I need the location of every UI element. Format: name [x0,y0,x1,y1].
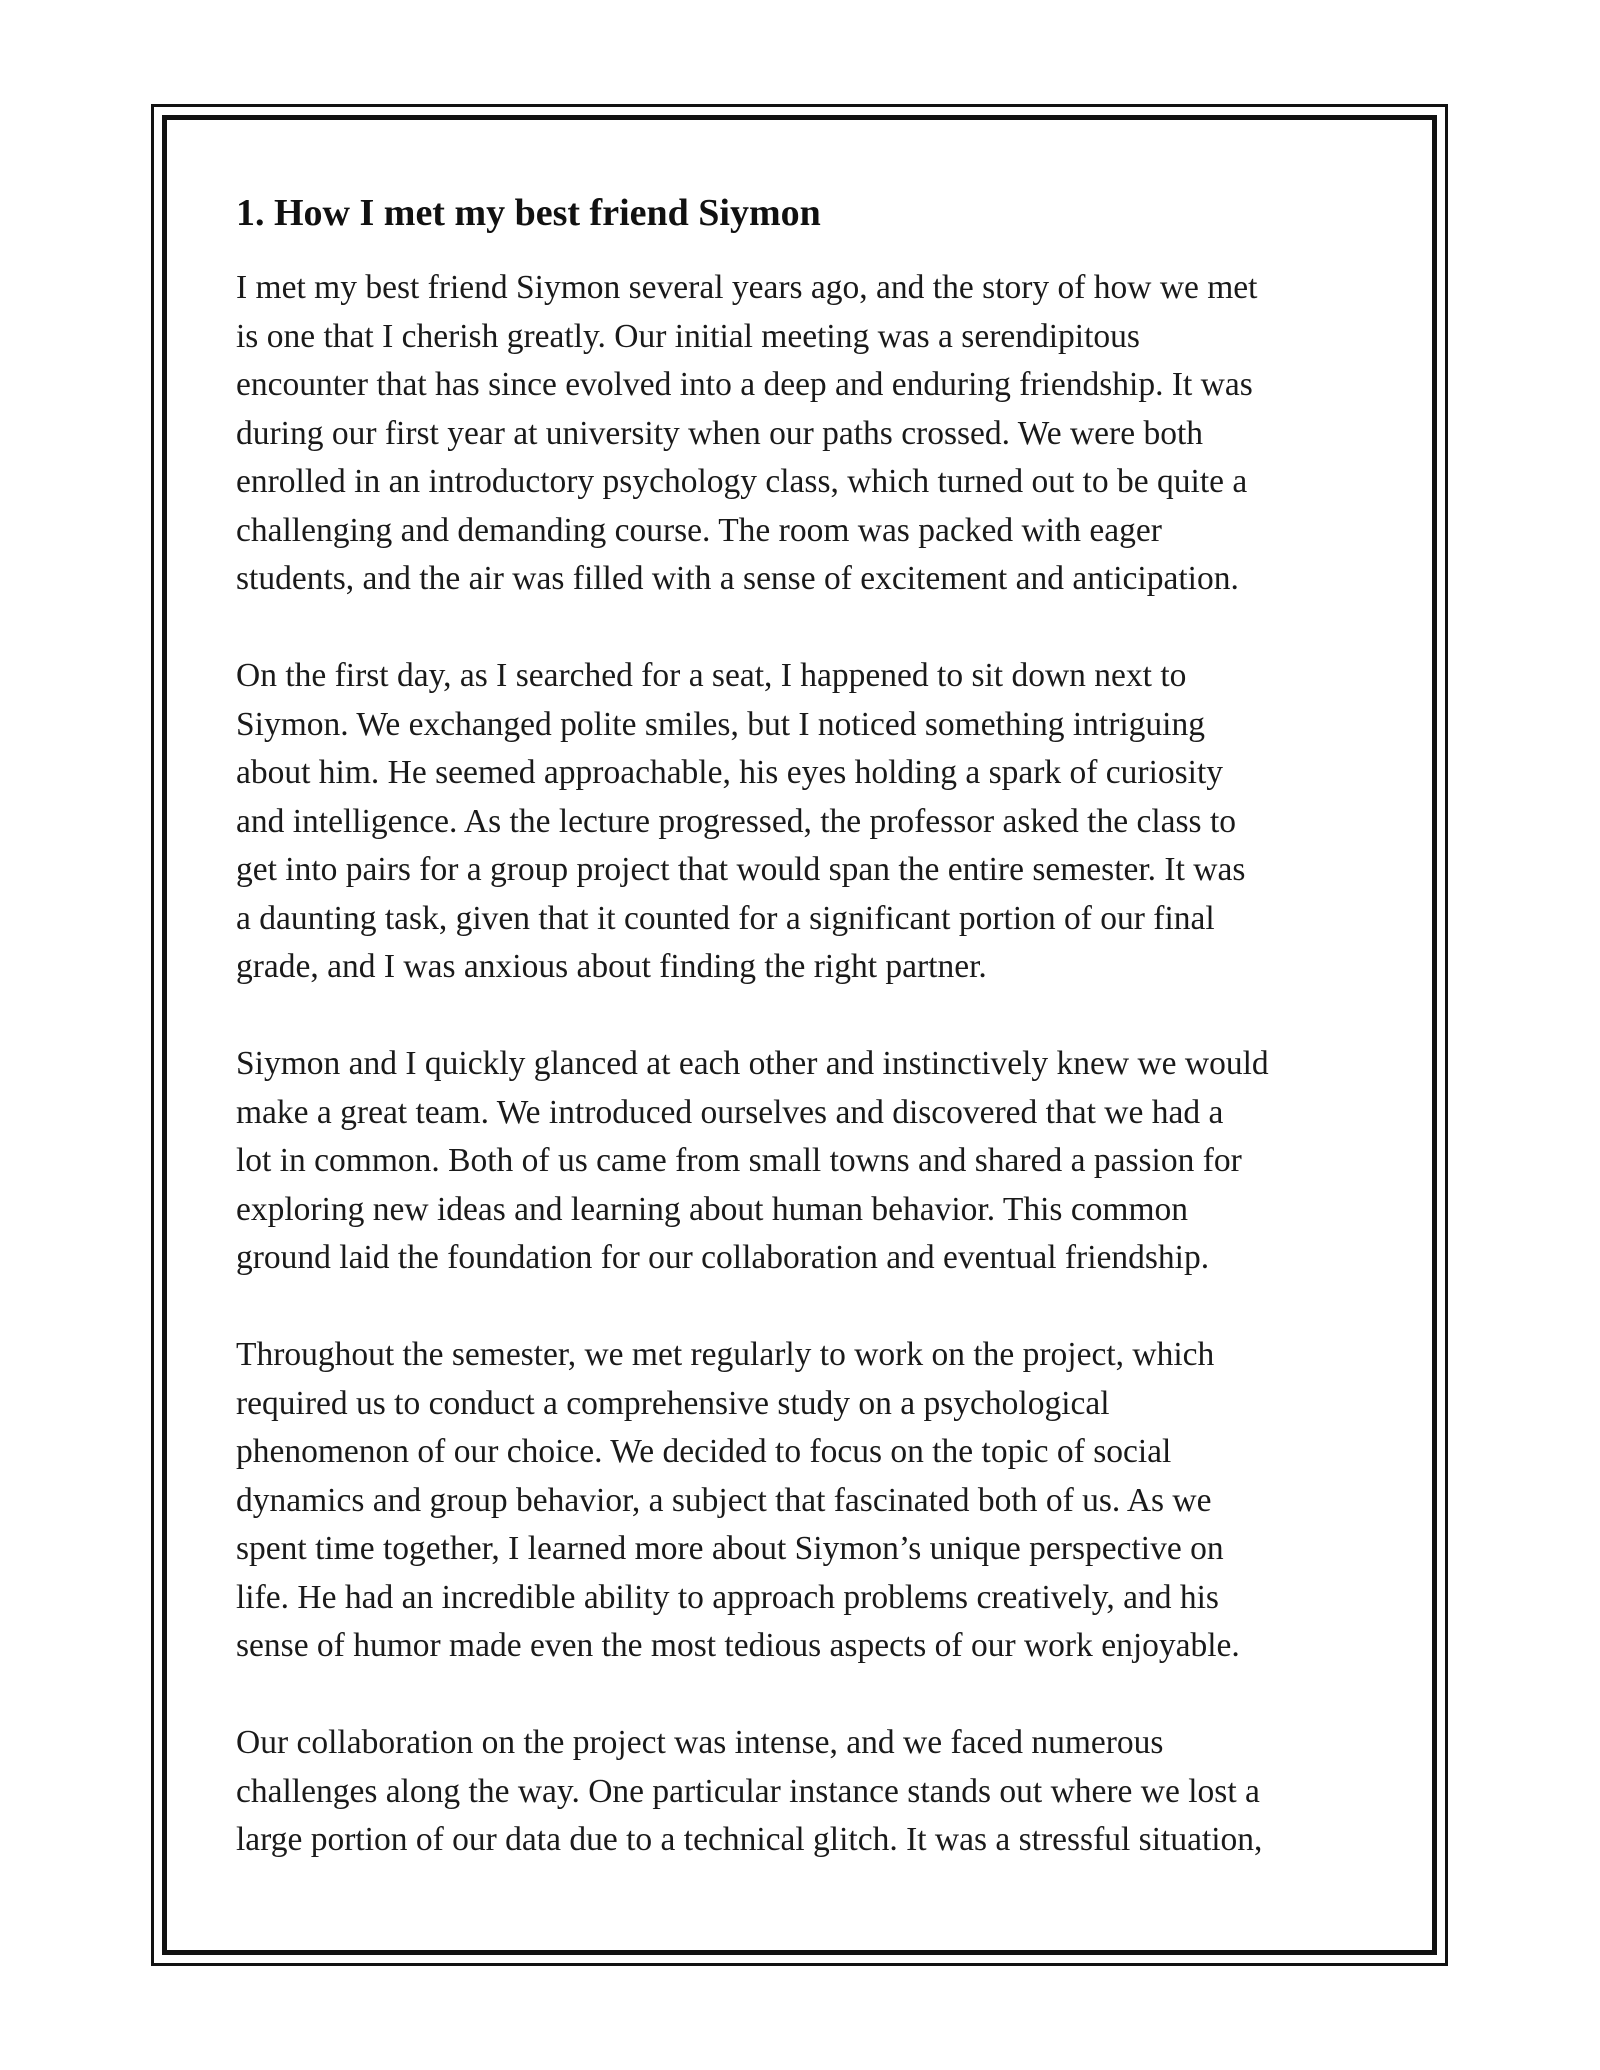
text-line: is one that I cherish greatly. Our initial meeting was a serendipitous [236,317,1140,355]
text-line: Our collaboration on the project was intense, and we faced numerous [236,1724,1164,1761]
text-line: a daunting task, given that it counted for a significant portion of our final [236,899,1215,937]
text-line: about him. He seemed approachable, his eyes holding a spark of curiosity [236,754,1224,791]
text-line: phenomenon of our choice. We decided to focus on the topic of social [236,1433,1172,1470]
text-line: get into pairs for a group project that would span the entire semester. It was [236,851,1246,888]
paragraph-5 [236,1719,1376,1865]
text-line: On the first day, as I searched for a seat, I happened to sit down next to [236,657,1187,694]
paragraph-2 [236,652,1376,992]
text-line: Siymon and I quickly glanced at each other and instinctively knew we would [236,1045,1269,1082]
text-line: encounter that has since evolved into a deep and enduring friendship. It was [236,366,1253,403]
text-line: students, and the air was filled with a sense of excitement and anticipation. [236,560,1239,597]
text-line: Siymon. We exchanged polite smiles, but I noticed something intriguing [236,705,1205,743]
text-line: Throughout the semester, we met regularly to work on the project, which [236,1336,1215,1373]
text-line: spent time together, I learned more about Siymon’s unique perspective on [236,1530,1224,1567]
document-body [236,188,1376,1913]
text-line: enrolled in an introductory psychology class, which turned out to be quite a [236,463,1248,500]
page-title: 1. How I met my best friend Siymon [236,192,821,234]
text-line: ground laid the foundation for our collaboration and eventual friendship. [236,1239,1210,1276]
text-line: exploring new ideas and learning about human behavior. This common [236,1190,1189,1228]
text-line: challenges along the way. One particular instance stands out where we lost a [236,1772,1260,1810]
text-line: lot in common. Both of us came from small towns and shared a passion for [236,1142,1242,1179]
paragraph-4 [236,1331,1376,1671]
text-line: grade, and I was anxious about finding the right partner. [236,948,987,985]
paragraph-1 [236,264,1376,604]
text-line: and intelligence. As the lecture progressed, the professor asked the class to [236,802,1237,840]
text-line: make a great team. We introduced ourselves and discovered that we had a [236,1093,1224,1131]
paragraph-3 [236,1040,1376,1283]
text-line: sense of humor made even the most tedious aspects of our work enjoyable. [236,1627,1240,1664]
text-line: during our first year at university when our paths crossed. We were both [236,414,1204,452]
text-line: life. He had an incredible ability to approach problems creatively, and his [236,1578,1219,1616]
text-line: required us to conduct a comprehensive study on a psychological [236,1384,1110,1422]
text-line: challenging and demanding course. The room was packed with eager [236,511,1162,549]
text-line: I met my best friend Siymon several years ago, and the story of how we met [236,269,1258,306]
text-line: large portion of our data due to a technical glitch. It was a stressful situation, [236,1821,1263,1858]
text-line: dynamics and group behavior, a subject that fascinated both of us. As we [236,1481,1212,1519]
